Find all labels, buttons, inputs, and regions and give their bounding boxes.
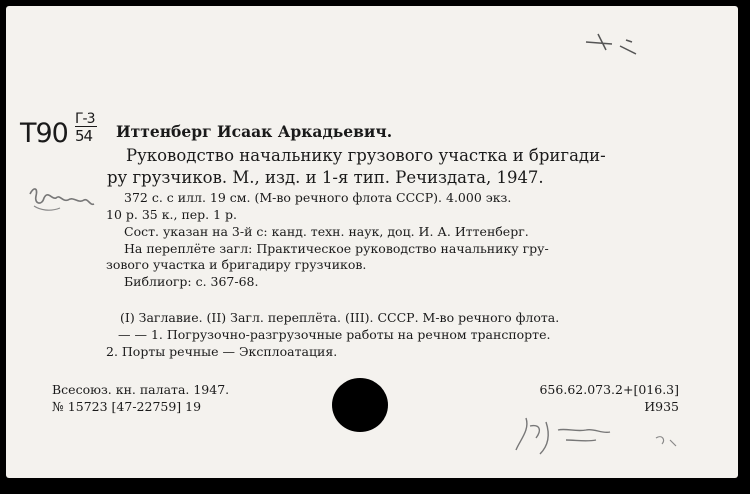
- shelf-mark-fraction: [75, 112, 97, 143]
- shelf-mark: [20, 111, 95, 149]
- udc-code: 656.62.073.2+[016.3]: [539, 382, 679, 397]
- punch-hole: [332, 378, 388, 432]
- tracing-line-1: (I) Заглавие. (II) Загл. переплёта. (III). СССР. М-во речного флота.: [120, 310, 560, 325]
- collation-line: 372 с. с илл. 19 см. (М-во речного флота СССР). 4.000 экз.: [124, 190, 512, 205]
- registration-number: № 15723 [47-22759] 19: [52, 399, 202, 414]
- pencil-scribble-left: [24, 176, 98, 221]
- note-compiler: Сост. указан на 3-й с: канд. техн. наук, доц. И. А. Иттенберг.: [124, 224, 529, 239]
- tracing-line-2: — — 1. Погрузочно-разгрузочные работы на речном транспорте.: [118, 327, 551, 342]
- catalog-card: [6, 6, 738, 478]
- price-line: 10 р. 35 к., пер. 1 р.: [106, 207, 238, 222]
- title-line-2: ру грузчиков. М., изд. и 1-я тип. Речиздата, 1947.: [107, 168, 544, 187]
- pencil-scribble-bottom: [506, 410, 686, 460]
- note-binding-title-2: зового участка и бригадиру грузчиков.: [106, 257, 367, 272]
- pencil-mark-top: [582, 28, 642, 60]
- note-binding-title-1: На переплёте загл: Практическое руководство начальнику гру-: [124, 241, 549, 256]
- author-heading: Иттенберг Исаак Аркадьевич.: [116, 122, 393, 141]
- title-line-1: Руководство начальнику грузового участка и бригади-: [126, 146, 606, 165]
- shelf-mark-main: Т90: [20, 118, 68, 149]
- tracing-line-3: 2. Порты речные — Эксплоатация.: [106, 344, 338, 359]
- author-code: И935: [644, 399, 679, 414]
- shelf-mark-top: Г-3: [75, 111, 95, 127]
- chamber-line: Всесоюз. кн. палата. 1947.: [52, 382, 230, 397]
- shelf-mark-bottom: 54: [75, 126, 97, 143]
- note-bibliography: Библиогр: с. 367-68.: [124, 274, 259, 289]
